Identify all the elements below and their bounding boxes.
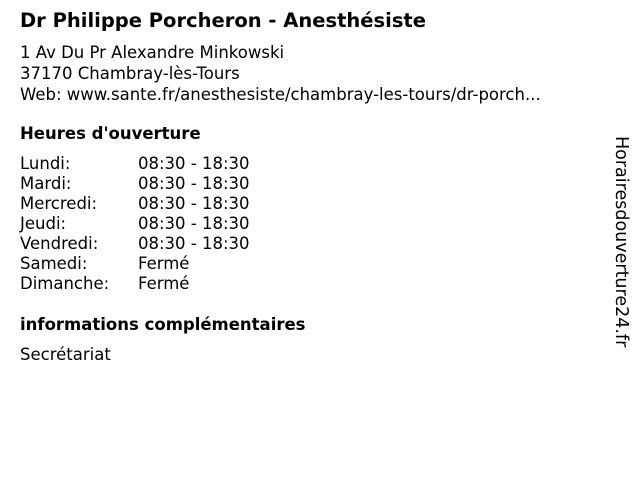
day-label: Jeudi: xyxy=(20,214,67,233)
additional-info-text: Secrétariat xyxy=(20,345,111,364)
day-label: Samedi: xyxy=(20,254,88,273)
website-link[interactable]: Web: www.sante.fr/anesthesiste/chambray-les-tours/dr-porch... xyxy=(20,85,541,104)
day-label: Lundi: xyxy=(20,154,71,173)
day-label: Mercredi: xyxy=(20,194,98,213)
hours-row-sunday xyxy=(20,274,380,294)
hours-row-friday xyxy=(20,234,380,254)
time-value: Fermé xyxy=(138,254,190,273)
address-city: 37170 Chambray-lès-Tours xyxy=(20,64,240,83)
hours-row-thursday xyxy=(20,214,380,234)
time-value: Fermé xyxy=(138,274,190,293)
time-value: 08:30 - 18:30 xyxy=(138,174,250,193)
hours-row-monday xyxy=(20,154,380,174)
watermark-text: Horairesdouverture24.fr xyxy=(611,136,631,348)
day-label: Mardi: xyxy=(20,174,72,193)
page-title: Dr Philippe Porcheron - Anesthésiste xyxy=(20,9,426,32)
time-value: 08:30 - 18:30 xyxy=(138,154,250,173)
opening-hours-heading: Heures d'ouverture xyxy=(20,124,201,143)
hours-row-saturday xyxy=(20,254,380,274)
time-value: 08:30 - 18:30 xyxy=(138,214,250,233)
day-label: Dimanche: xyxy=(20,274,110,293)
hours-row-wednesday xyxy=(20,194,380,214)
hours-row-tuesday xyxy=(20,174,380,194)
additional-info-heading: informations complémentaires xyxy=(20,315,306,334)
opening-hours-table xyxy=(20,154,380,294)
day-label: Vendredi: xyxy=(20,234,99,253)
address-street: 1 Av Du Pr Alexandre Minkowski xyxy=(20,43,285,62)
time-value: 08:30 - 18:30 xyxy=(138,234,250,253)
time-value: 08:30 - 18:30 xyxy=(138,194,250,213)
